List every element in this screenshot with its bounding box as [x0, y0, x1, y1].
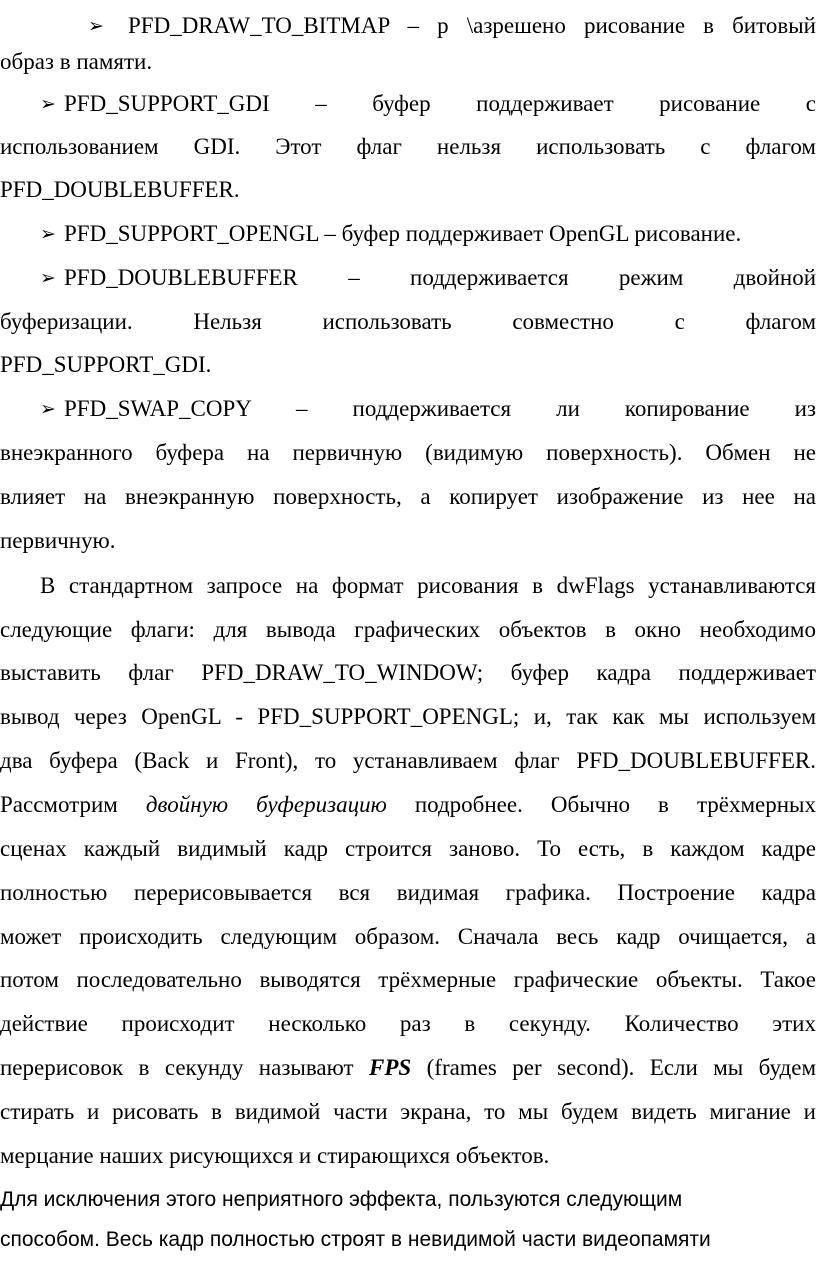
sans-text-line: Для исключения этого неприятного эффекта, пользуются следующим: [0, 1188, 683, 1211]
text-line: сценах каждый видимый кадр строится заново. То есть, в каждом кадре: [0, 836, 816, 861]
bullet-item-draw-to-bitmap: [0, 10, 816, 42]
bullet-item-swap-copy: [0, 393, 816, 425]
text-span: перерисовок в секунду называют: [0, 1055, 354, 1080]
text-line: первичную.: [0, 528, 116, 553]
arrow-bullet-icon: ➢: [88, 15, 104, 37]
bullet-text: PFD_SUPPORT_OPENGL – буфер поддерживает OpenGL рисование.: [64, 221, 742, 246]
text-span: подробнее. Обычно в трёхмерных: [414, 792, 816, 817]
text-line: образ в памяти.: [0, 49, 153, 74]
bullet-text: PFD_DOUBLEBUFFER – поддерживается режим двойной: [64, 265, 816, 290]
sans-text-line: способом. Весь кадр полностью строят в невидимой части видеопамяти: [0, 1228, 711, 1251]
fps-term: FPS: [369, 1055, 412, 1080]
text-line: В стандартном запросе на формат рисования в dwFlags устанавливаются: [40, 573, 816, 598]
arrow-bullet-icon: ➢: [40, 223, 56, 245]
paragraph-first-line: [0, 570, 816, 602]
text-line-with-emphasis: [0, 789, 816, 821]
text-line: влияет на внеэкранную поверхность, а копирует изображение из нее на: [0, 484, 816, 509]
text-line: может происходить следующим образом. Сначала весь кадр очищается, а: [0, 924, 816, 949]
text-line: вывод через OpenGL - PFD_SUPPORT_OPENGL; и, так как мы используем: [0, 704, 816, 729]
emphasis-text: двойную буферизацию: [145, 792, 387, 817]
text-span: (frames per second). Если мы будем: [426, 1055, 816, 1080]
bullet-text: PFD_SUPPORT_GDI – буфер поддерживает рисование с: [64, 91, 816, 116]
text-line: действие происходит несколько раз в секунду. Количество этих: [0, 1011, 816, 1036]
text-line: использованием GDI. Этот флаг нельзя использовать с флагом: [0, 134, 816, 159]
text-line: выставить флаг PFD_DRAW_TO_WINDOW; буфер кадра поддерживает: [0, 660, 816, 685]
text-line: следующие флаги: для вывода графических объектов в окно необходимо: [0, 617, 816, 642]
arrow-bullet-icon: ➢: [40, 93, 56, 115]
bullet-text: PFD_SWAP_COPY – поддерживается ли копирование из: [64, 396, 816, 421]
text-line: полностью перерисовывается вся видимая графика. Построение кадра: [0, 880, 816, 905]
text-line: мерцание наших рисующихся и стирающихся объектов.: [0, 1143, 550, 1168]
text-line: PFD_SUPPORT_GDI.: [0, 352, 212, 377]
arrow-bullet-icon: ➢: [40, 398, 56, 420]
text-line: стирать и рисовать в видимой части экрана, то мы будем видеть мигание и: [0, 1099, 816, 1124]
text-line-with-fps: [0, 1052, 816, 1084]
arrow-bullet-icon: ➢: [40, 267, 56, 289]
bullet-item-support-opengl: [0, 218, 816, 250]
bullet-item-doublebuffer: [0, 262, 816, 294]
text-line: потом последовательно выводятся трёхмерные графические объекты. Такое: [0, 967, 816, 992]
bullet-item-support-gdi: [0, 88, 816, 120]
text-span: Рассмотрим: [0, 792, 118, 817]
text-line: буферизации. Нельзя использовать совместно с флагом: [0, 309, 816, 334]
bullet-text: PFD_DRAW_TO_BITMAP – р \азрешено рисование в битовый: [128, 13, 816, 38]
text-line: PFD_DOUBLEBUFFER.: [0, 177, 240, 202]
text-line: два буфера (Back и Front), то устанавливаем флаг PFD_DOUBLEBUFFER.: [0, 748, 816, 773]
text-line: внеэкранного буфера на первичную (видимую поверхность). Обмен не: [0, 440, 816, 465]
